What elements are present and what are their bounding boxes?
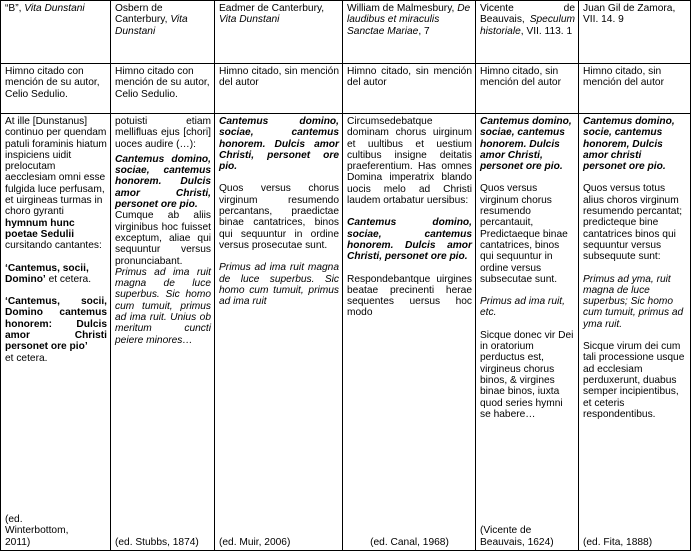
body-cell-eadmer: Cantemus domino, sociae, cantemus honorem. Dulcis amor Christi, personet ore pio. Quos versus chorus virginum resumendo percantans, praedictae binae cantatrices, binos qui sequuntur in ordine versus prosecutae sunt. Primus ad ima ruit magna de luce superbus. Sic homo cum tumuit, primus ad ima ruit (ed. Muir, 2006)	[219, 116, 342, 548]
edition-note: (ed. Winterbottom, 2011)	[5, 514, 69, 548]
body-cell-william: Circumsedebatque dominam chorus uirginum et uultibus et uestium cultibus insigne deitatis praeferentium. Has omnes Domina imperatrix blando uocis melo ad Christi laudem ortabatur uersibus: Cantemus domino, sociae, cantemus honorem. Dulcis amor Christi, personet ore pio. Respondebantque uirgines beatae precinenti herae sequentes uersus hoc modo (ed. Canal, 1968)	[347, 116, 475, 548]
header-cell-vicente: Vicente de Beauvais, Speculum historiale, VII. 113. 1	[480, 3, 575, 37]
header-cell-osbern: Osbern de Canterbury, Vita Dunstani	[115, 3, 188, 37]
edition-note: (ed. Fita, 1888)	[583, 536, 653, 548]
edition-note: (ed. Canal, 1968)	[370, 536, 449, 548]
note-cell-4: Himno citado, sin mención del autor	[347, 66, 472, 89]
note-cell-6: Himno citado, sin mención del autor	[583, 66, 664, 89]
header-cell-b: “B”, Vita Dunstani	[5, 3, 85, 14]
body-cell-juan-gil: Cantemus domino, socie, cantemus honorem, Dulcis amor christi personet ore pio. Quos versus totus alius choros virginum resumendo percantat; predicteque bine cantatrices binos qui sequuntur versus subsequute sunt: Primus ad yma, ruit magna de luce superbus; Sic homo cum tumuit, primus ad yma ruit. Sicque virum dei cum tali processione usque ad ecclesiam perduxerunt, duabus semper incipientibus, et ceteris respondentibus. (ed. Fita, 1888)	[583, 116, 688, 548]
edition-note: (Vicente de Beauvais, 1624)	[480, 525, 554, 548]
note-cell-5: Himno citado, sin mención del autor	[480, 66, 561, 89]
header-cell-william: William de Malmesbury, De laudibus et miraculis Sanctae Mariae, 7	[347, 3, 471, 37]
note-cell-1: Himno citado con mención de su autor, Celio Sedulio.	[5, 66, 100, 100]
note-cell-3: Himno citado, sin mención del autor	[219, 66, 339, 89]
body-cell-osbern: potuisti etiam mellifluas ejus [chori] uoces audire (…): Cantemus domino, sociae, cantemus honorem. Dulcis amor Christi, personet ore pio. Cumque ab aliis virginibus hoc fuisset exceptum, aliae qui sequuntur versus pronunciabant. Primus ad ima ruit magna de luce superbus. Sic homo cum tumuit, primus ad ima ruit. Unius ob meritum cuncti peiere minores… (ed. Stubbs, 1874)	[115, 116, 214, 548]
header-cell-eadmer: Eadmer de Canterbury, Vita Dunstani	[219, 3, 325, 26]
note-cell-2: Himno citado con mención de su autor, Celio Sedulio.	[115, 66, 210, 100]
body-cell-vicente: Cantemus domino, sociae, cantemus honorem. Dulcis amor Christi, personet ore pio. Quos versus virginum chorus resumendo percantauit, Predictaeque binae cantatrices, binos qui sequuntur in ordine versus subsecutae sunt. Primus ad ima ruit, etc. Sicque donec vir Dei in oratorium perductus est, virgineus chorus binos, & virgines binae binos, iuxta quod series hymni se habere… (Vicente de Beauvais, 1624)	[480, 116, 577, 548]
header-cell-juan-gil: Juan Gil de Zamora, VII. 14. 9	[583, 3, 676, 26]
edition-note: (ed. Muir, 2006)	[219, 536, 291, 548]
body-cell-b: At ille [Dunstanus] continuo per quendam patuli foraminis hiatum inspiciens uidit prelocutam aecclesiam omni esse fulgida luce perfusam, et uirgineas turmas in choro gyranti hymnum hunc poetae Sedulii cursitando cantantes: ‘Cantemus, socii, Domino’ et cetera. ‘Cantemus, socii, Domino cantemus honorem: Dulcis amor Christi personet ore pio’ et cetera. (ed. Winterbottom, 2011)	[5, 116, 110, 548]
edition-note: (ed. Stubbs, 1874)	[115, 536, 199, 548]
